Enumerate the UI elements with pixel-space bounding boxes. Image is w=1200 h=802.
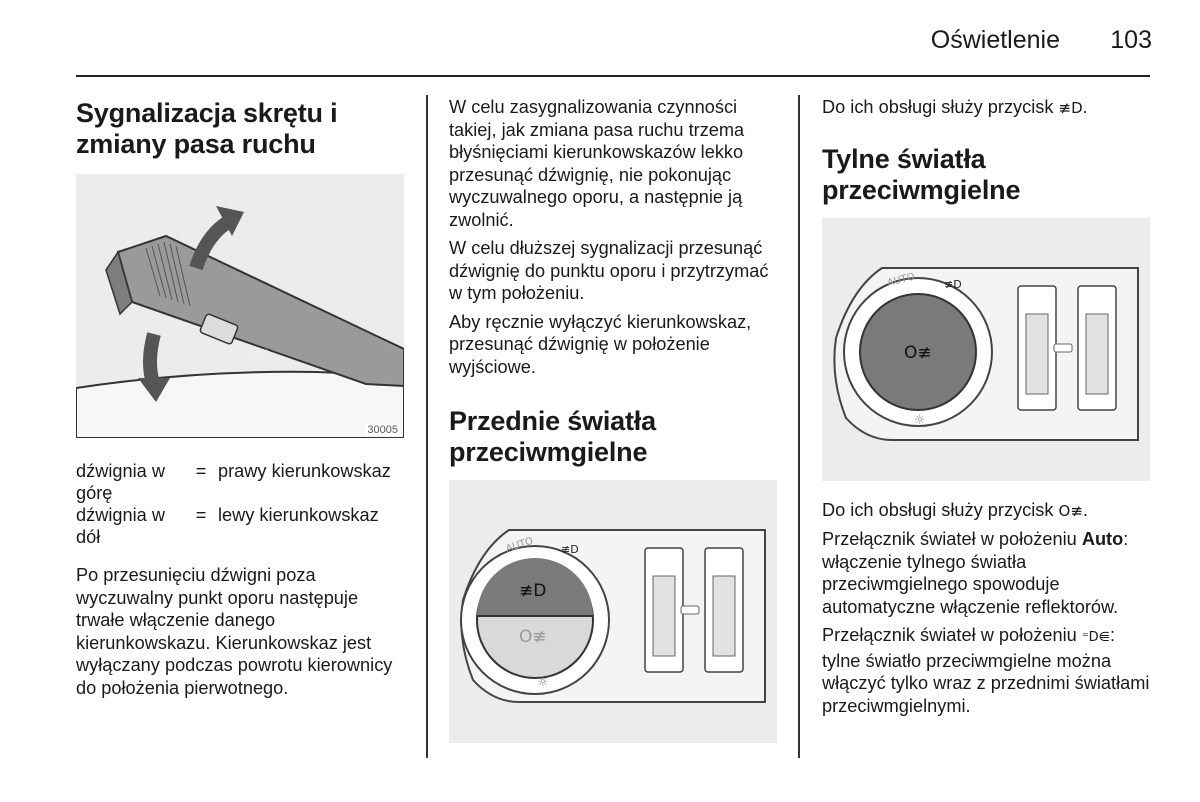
- svg-text:⇦⇨: ⇦⇨: [244, 343, 271, 362]
- page-header-title: Oświetlenie: [930, 26, 1060, 54]
- auto-label: AUTO: [504, 535, 535, 555]
- turn-signal-lever-figure: [76, 174, 404, 438]
- manual-off-paragraph: Aby ręcznie wyłączyć kierunkowskaz, przesunąć dźwignię w położenie wyjściowe.: [449, 311, 752, 377]
- front-fog-symbol-icon: ≢D: [1058, 99, 1083, 117]
- column-3: [822, 96, 1152, 717]
- rear-fog-knob-icon: O≢: [904, 342, 932, 363]
- legend-sep: =: [195, 505, 207, 525]
- column-2: [449, 96, 779, 743]
- front-fog-knob-icon: ≢D: [519, 581, 547, 601]
- column-divider-1: [426, 95, 428, 758]
- figure-number: 30005: [367, 424, 398, 436]
- front-fog-panel-icon-2: ≢D: [944, 277, 962, 291]
- low-beam-paragraph-prefix: Przełącznik świateł w położeniu: [822, 625, 1077, 645]
- lever-legend: [76, 460, 404, 548]
- legend-row: [76, 460, 404, 504]
- legend-desc: lewy kierunkowskaz: [218, 505, 379, 525]
- front-fog-panel-icon: ≢D: [561, 543, 579, 556]
- column-1: [76, 98, 406, 699]
- auto-paragraph: [822, 528, 1152, 618]
- turn-signal-paragraph: Po przesunięciu dźwigni poza wyczuwalny punkt oporu następuje trwałe włączenie danego kierunkowskazu. Kierunkowskaz jest wyłączany podczas powrotu kierownicy do położenia pierwotnego.: [76, 565, 393, 698]
- rear-fog-symbol-icon: O≢: [1058, 501, 1083, 520]
- section-heading-front-fog: Przednie światła przeciwmgielne: [449, 406, 656, 467]
- light-switch-panel-illustration: [449, 480, 777, 743]
- legend-desc: prawy kierunkowskaz: [218, 461, 391, 481]
- lane-change-paragraph: W celu zasygnalizowania czynności takiej, jak zmiana pasa ruchu trzema błyśnięciami kierunkowskazów lekko przesunąć dźwignię, nie pokonując wyczuwalnego oporu, a następnie ją zwolnić.: [449, 97, 745, 230]
- long-signal-paragraph: W celu dłuższej sygnalizacji przesunąć dźwignię do punktu oporu i przytrzymać w tym położeniu.: [449, 238, 769, 303]
- low-beam-paragraph: [822, 624, 1152, 717]
- front-fog-paragraph: Do ich obsługi służy przycisk ≢D.: [822, 97, 1088, 117]
- auto-bold-label: Auto: [1081, 529, 1124, 549]
- low-beam-paragraph-suffix: : tylne światło przeciwmgielne można włączyć tylko wraz z przednimi światłami przeciwmgielnymi.: [822, 625, 1150, 716]
- auto-label-2: AUTO: [886, 270, 917, 289]
- header-rule: [76, 75, 1150, 77]
- auto-paragraph-prefix: Przełącznik świateł w położeniu: [822, 529, 1077, 549]
- auto-paragraph-suffix: : włączenie tylnego światła przeciwmgielnego spowoduje automatyczne włączenie reflektorów.: [822, 529, 1129, 617]
- section-heading-turn-signals: Sygnalizacja skrętu i zmiany pasa ruchu: [76, 98, 338, 159]
- rear-fog-knob-icon: O≢: [519, 627, 547, 647]
- legend-term: dźwignia w górę: [76, 461, 165, 503]
- legend-term: dźwignia w dół: [76, 505, 165, 547]
- low-beam-symbol-icon: ⁼D⋹: [1081, 630, 1111, 645]
- front-fog-switch-figure: [449, 480, 777, 743]
- legend-sep: =: [195, 461, 207, 481]
- light-switch-panel-illustration-2: [822, 218, 1150, 481]
- sun-icon: ☼: [537, 675, 549, 690]
- column-divider-2: [798, 95, 800, 758]
- rear-fog-switch-figure: [822, 218, 1150, 481]
- page-number: 103: [1110, 26, 1152, 54]
- legend-row: [76, 504, 404, 548]
- lever-illustration: [76, 174, 404, 438]
- section-heading-rear-fog: Tylne światła przeciwmgielne: [822, 143, 1021, 205]
- rear-fog-text: Do ich obsługi służy przycisk: [822, 499, 1054, 520]
- rear-fog-paragraph: Do ich obsługi służy przycisk O≢.: [822, 499, 1088, 520]
- front-fog-text: Do ich obsługi służy przycisk: [822, 97, 1054, 117]
- sun-icon-2: ☼: [914, 412, 926, 428]
